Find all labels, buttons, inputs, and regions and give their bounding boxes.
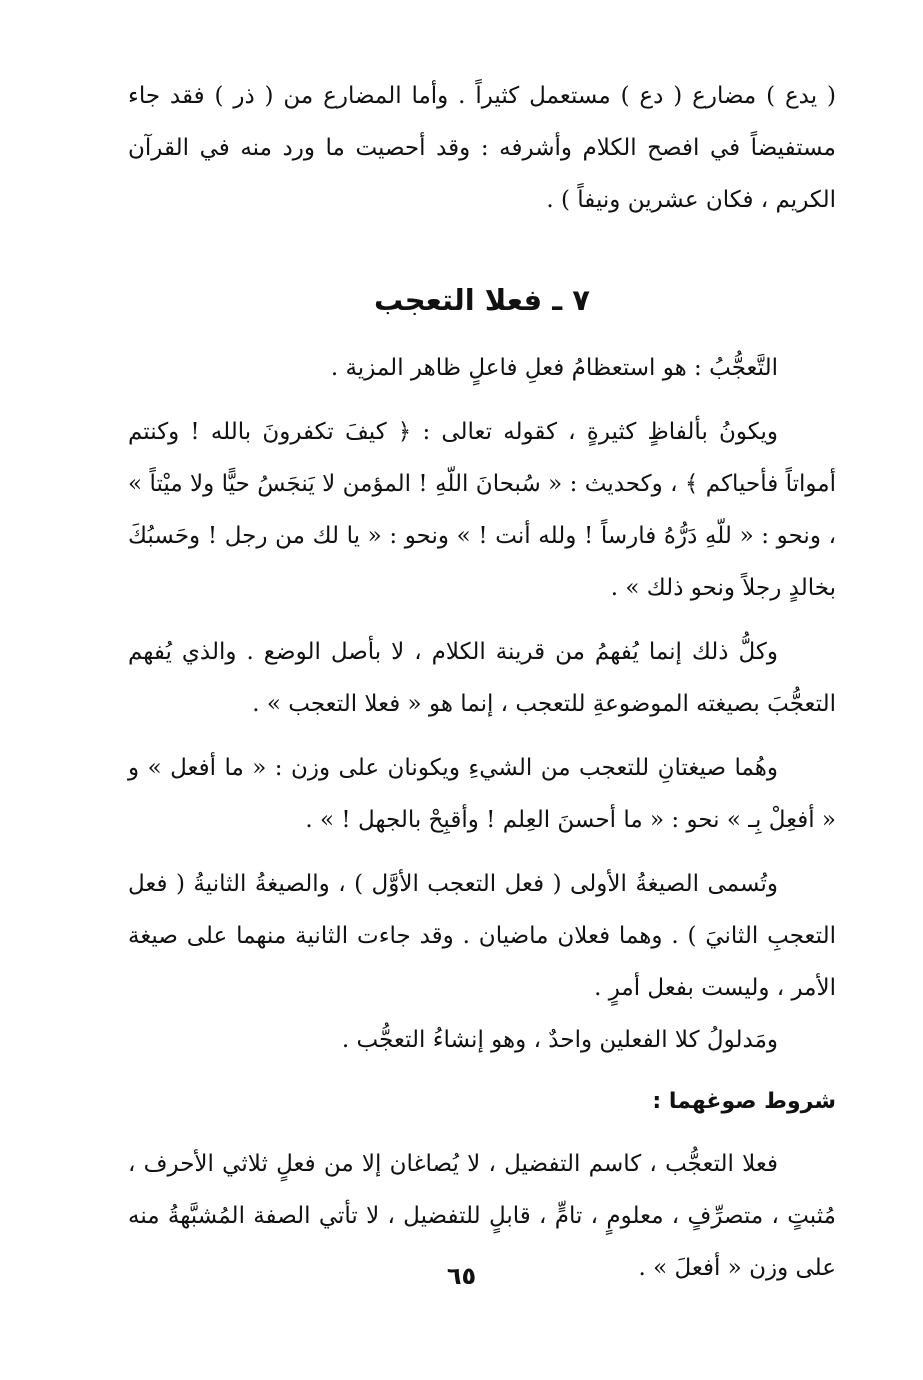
paragraph-meaning: ومَدلولُ كلا الفعلين واحدٌ ، وهو إنشاءُ التعجُّب . bbox=[341, 1027, 778, 1053]
paragraph-definition: التَّعجُّبُ : هو استعظامُ فعلِ فاعلٍ ظاهر المزية . bbox=[330, 355, 778, 381]
paragraph-context: وكلُّ ذلك إنما يُفهمُ من قرينة الكلام ، لا بأصل الوضع . والذي يُفهم التعجُّبَ بصيغته الموضوعةِ للتعجب ، إنما هو « فعلا التعجب » . bbox=[128, 639, 836, 717]
section-heading: ٧ ـ فعلا التعجب bbox=[374, 283, 590, 317]
paragraph-naming: وتُسمى الصيغةُ الأولى ( فعل التعجب الأوَّل ) ، والصيغةُ الثانيةُ ( فعل التعجبِ الثانيَ ) . وهما فعلان ماضيان . وقد جاءت الثانية منهما على صيغة الأمر ، وليست بفعل أمرٍ . bbox=[128, 871, 836, 1001]
paragraph-forms: وهُما صيغتانِ للتعجب من الشيءِ ويكونان على وزن : « ما أفعل » و « أفعِلْ بِـ » نحو : « ما أحسنَ العِلم ! وأقبِحْ بالجهل ! » . bbox=[128, 755, 836, 833]
paragraph-conditions: فعلا التعجُّب ، كاسم التفضيل ، لا يُصاغان إلا من فعلٍ ثلاثي الأحرف ، مُثبتٍ ، متصرِّفٍ ، معلومٍ ، تامٍّ ، قابلٍ للتفضيل ، لا تأتي الصفة المُشبَّهةُ منه على وزن « أفعلَ » . bbox=[128, 1151, 836, 1281]
paragraph-continuation: ( يدع ) مضارع ( دع ) مستعمل كثيراً . وأما المضارع من ( ذر ) فقد جاء مستفيضاً في افصح الكلام وأشرفه : وقد أحصيت ما ورد منه في القرآن الكريم ، فكان عشرين ونيفاً ) . bbox=[128, 83, 836, 213]
page-body bbox=[128, 70, 836, 1294]
subheading-conditions: شروط صوغهما : bbox=[652, 1089, 836, 1114]
paragraph-examples: ويكونُ بألفاظٍ كثيرةٍ ، كقوله تعالى : ﴿ كيفَ تكفرونَ بالله ! وكنتم أمواتاً فأحياكم ﴾ ، وكحديث : « سُبحانَ اللّهِ ! المؤمن لا يَنجَسُ حيًّا ولا ميْتاً » ، ونحو : « للّهِ دَرُّهُ فارساً ! ولله أنت ! » ونحو : « يا لك من رجل ! وحَسبُكَ بخالدٍ رجلاً ونحو ذلك » . bbox=[128, 419, 836, 601]
page-number: ٦٥ bbox=[446, 1262, 477, 1290]
